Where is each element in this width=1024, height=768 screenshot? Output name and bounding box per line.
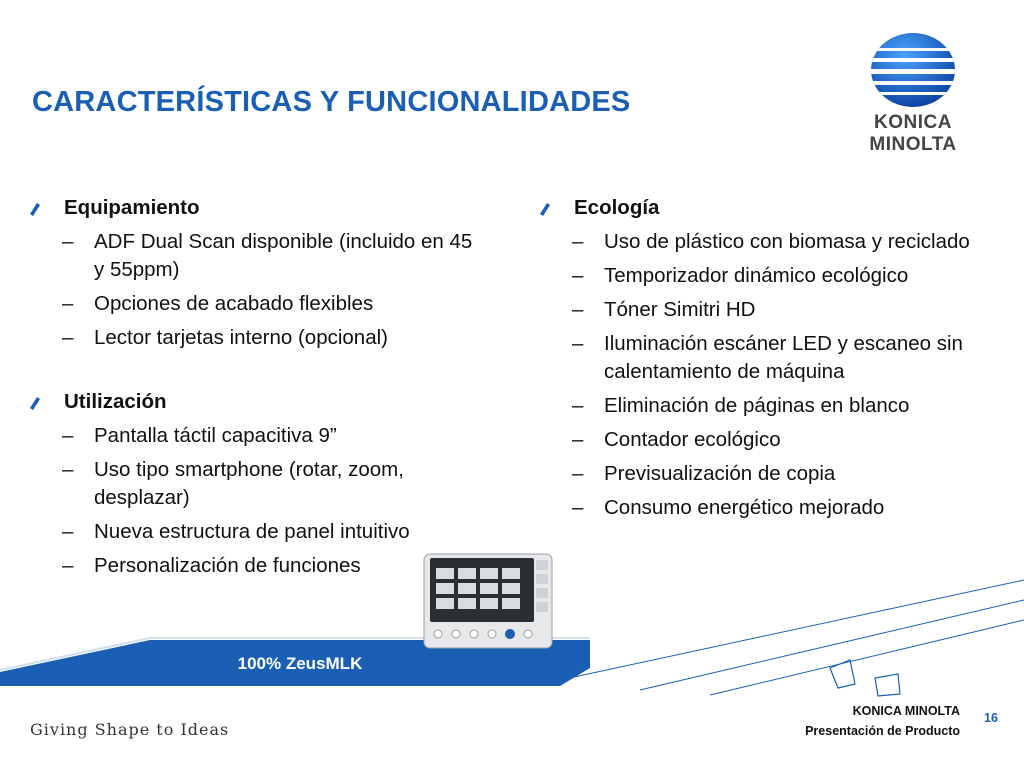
globe-logo-icon — [870, 32, 956, 108]
section-heading — [28, 388, 488, 416]
list-item: – Eliminación de páginas en blanco — [572, 394, 910, 417]
section-heading-text: Equipamiento — [64, 196, 200, 219]
list-item: – ADF Dual Scan disponible (incluido en 45 y 55ppm) — [62, 230, 473, 281]
slide-title: CARACTERÍSTICAS Y FUNCIONALIDADES — [32, 86, 631, 118]
list-item: – Pantalla táctil capacitiva 9” — [62, 424, 337, 447]
section-ecologia — [538, 194, 1008, 522]
left-column — [28, 194, 488, 616]
section-equipamiento — [28, 194, 488, 352]
bullet-icon — [540, 203, 550, 216]
list-item: – Personalización de funciones — [62, 554, 361, 577]
list-item: – Previsualización de copia — [572, 462, 836, 485]
right-column — [538, 194, 1008, 558]
band-label: 100% ZeusMLK — [237, 654, 363, 673]
bullet-icon — [30, 397, 40, 410]
list-item: – Uso tipo smartphone (rotar, zoom, desplazar) — [62, 458, 404, 509]
list-item: – Nueva estructura de panel intuitivo — [62, 520, 410, 543]
section-heading-text: Ecología — [574, 196, 660, 219]
footer-document-title: Presentación de Producto — [805, 724, 960, 738]
page-number: 16 — [984, 711, 998, 725]
list-item: – Consumo energético mejorado — [572, 496, 885, 519]
logo-brand-text: KONICA MINOLTA — [869, 112, 957, 155]
list-item: – Temporizador dinámico ecológico — [572, 264, 909, 287]
tagline: Giving Shape to Ideas — [30, 720, 230, 739]
section-heading — [538, 194, 1008, 222]
list-item: – Uso de plástico con biomasa y reciclado — [572, 230, 970, 253]
list-item: – Tóner Simitri HD — [572, 298, 756, 321]
company-logo — [828, 32, 998, 155]
section-heading — [28, 194, 488, 222]
list-item: – Opciones de acabado flexibles — [62, 292, 374, 315]
list-item: – Iluminación escáner LED y escaneo sin calentamiento de máquina — [572, 332, 963, 383]
bullet-icon — [30, 203, 40, 216]
list-item: – Lector tarjetas interno (opcional) — [62, 326, 388, 349]
footer-company: KONICA MINOLTA — [852, 704, 960, 718]
section-heading-text: Utilización — [64, 390, 167, 413]
control-panel-image — [422, 552, 554, 650]
section-utilizacion — [28, 388, 488, 580]
list-item: – Contador ecológico — [572, 428, 781, 451]
